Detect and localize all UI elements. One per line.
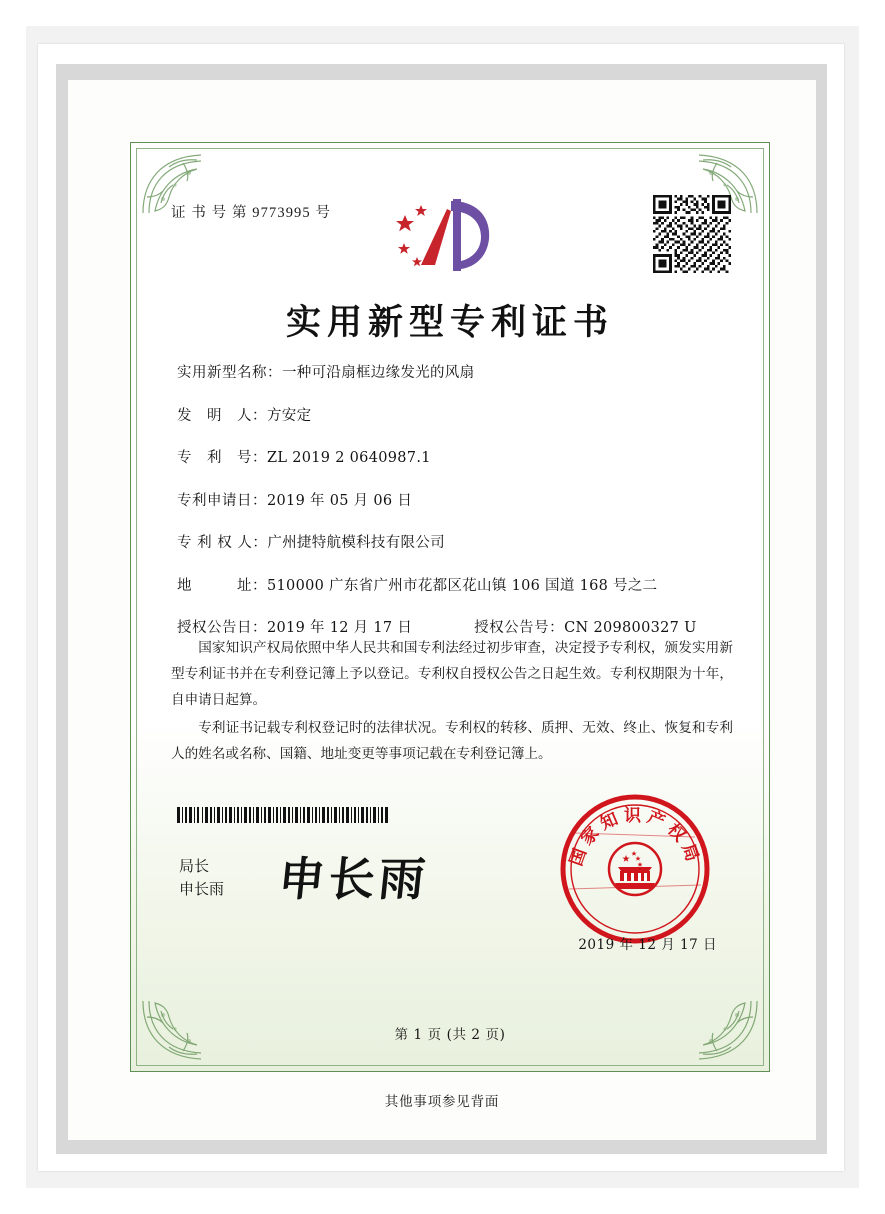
field-value: 广州捷特航模科技有限公司 bbox=[267, 535, 445, 551]
field-value-secondary: CN 209800327 U bbox=[564, 620, 697, 636]
field-label: 专利申请日： bbox=[177, 492, 267, 509]
field-label: 专 利 号： bbox=[177, 450, 267, 466]
field-value: 510000 广东省广州市花都区花山镇 106 国道 168 号之二 bbox=[267, 577, 658, 594]
seal-text: 国家知识产权局 bbox=[566, 806, 704, 869]
field-value: 2019 年 12 月 17 日 bbox=[267, 620, 413, 636]
field-label: 授权公告日： bbox=[177, 620, 267, 636]
certificate-page bbox=[68, 80, 816, 1140]
field-row-address bbox=[177, 574, 729, 595]
cnipa-logo-icon bbox=[391, 191, 509, 277]
backside-note: 其他事项参见背面 bbox=[384, 1094, 500, 1110]
field-row-patent-number bbox=[177, 446, 729, 467]
handwritten-signature: 申长雨 bbox=[275, 852, 432, 906]
field-label: 地 址： bbox=[177, 577, 267, 594]
field-label-secondary: 授权公告号： bbox=[474, 620, 565, 636]
director-role-label: 局长 bbox=[179, 857, 210, 875]
field-row-application-date bbox=[177, 489, 729, 510]
field-label: 发 明 人： bbox=[177, 407, 267, 424]
field-row-patentee bbox=[177, 531, 729, 552]
certificate-number: 证 书 号 第 9773995 号 bbox=[171, 205, 332, 221]
field-label: 实用新型名称： bbox=[177, 365, 282, 381]
field-value: 2019 年 05 月 06 日 bbox=[267, 492, 413, 509]
certificate-frame bbox=[130, 142, 770, 1072]
signature-block bbox=[179, 855, 224, 901]
paragraph-grant: 国家知识产权局依照中华人民共和国专利法经过初步审查，决定授予专利权，颁发实用新型专利证书并在专利登记簿上予以登记。专利权自授权公告之日起生效。专利权期限为十年，自申请日起算。 bbox=[171, 640, 733, 708]
field-row-grant-announcement bbox=[177, 616, 729, 637]
field-row-utility-model-name bbox=[177, 361, 729, 382]
page-indicator: 第 1 页 (共 2 页) bbox=[394, 1027, 506, 1043]
qr-code bbox=[653, 195, 731, 273]
field-label: 专 利 权 人： bbox=[177, 535, 268, 551]
field-value: 方安定 bbox=[267, 407, 312, 424]
field-row-inventor bbox=[177, 404, 729, 425]
field-value: ZL 2019 2 0640987.1 bbox=[267, 450, 431, 466]
legal-text bbox=[171, 635, 733, 769]
field-list bbox=[177, 361, 729, 659]
field-value: 一种可沿扇框边缘发光的风扇 bbox=[282, 365, 475, 381]
page-title: 实用新型专利证书 bbox=[285, 302, 614, 343]
barcode bbox=[177, 807, 427, 823]
official-seal bbox=[559, 793, 711, 945]
paragraph-registry: 专利证书记载专利权登记时的法律状况。专利权的转移、质押、无效、终止、恢复和专利人的姓名或名称、国籍、地址变更等事项记载在专利登记簿上。 bbox=[171, 720, 733, 762]
director-name-label: 申长雨 bbox=[179, 880, 225, 898]
seal-date: 2019 年 12 月 17 日 bbox=[578, 937, 717, 953]
